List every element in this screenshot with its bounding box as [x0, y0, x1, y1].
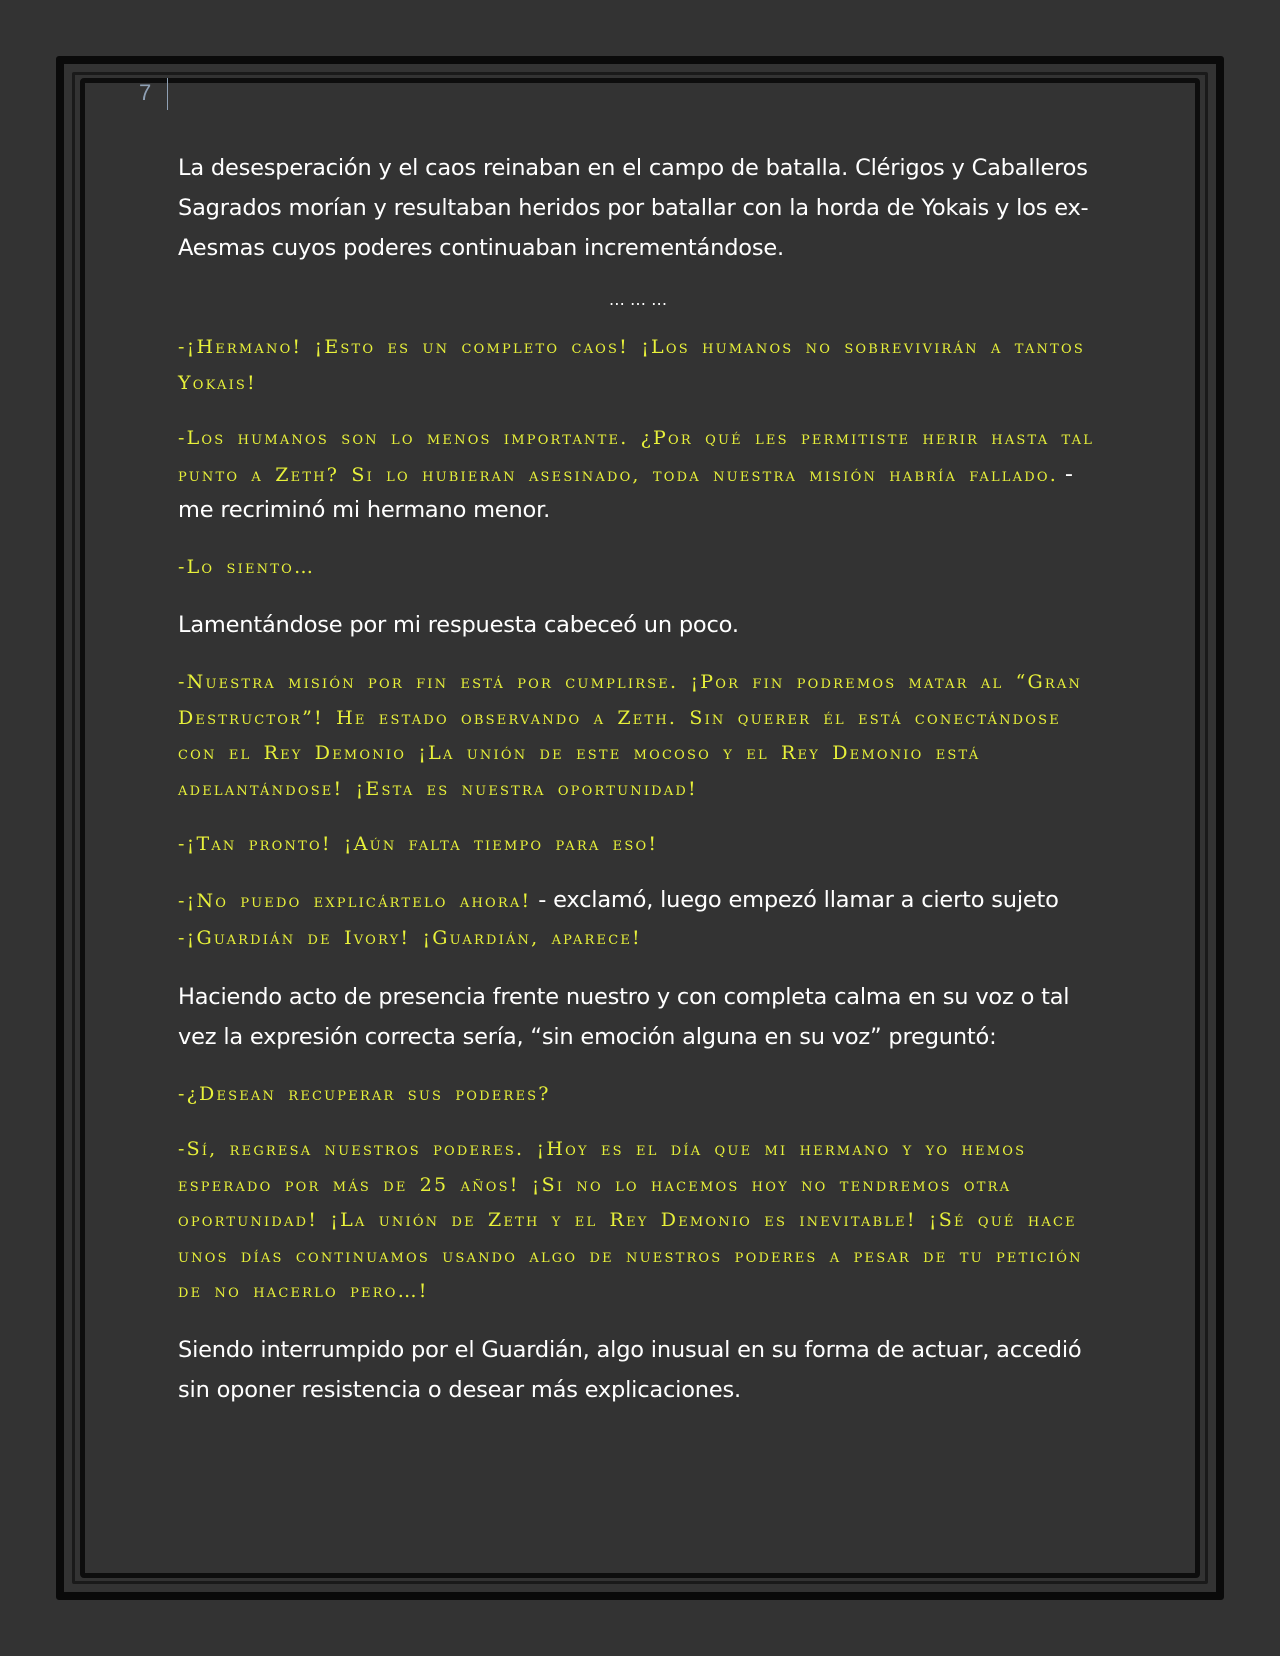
- page-body: [178, 148, 1108, 1430]
- dialogue-line-7: -¡Guardián de Ivory! ¡Guardián, aparece!: [178, 927, 642, 949]
- dialogue-line-5: -¡Tan pronto! ¡Aún falta tiempo para eso!: [178, 833, 659, 855]
- dialogue-line-8: -¿Desean recuperar sus poderes?: [178, 1082, 551, 1105]
- dialogue-line-1: -¡Hermano! ¡Esto es un completo caos! ¡Los humanos no sobrevivirán a tantos Yokais!: [178, 336, 1085, 394]
- scene-separator: … … …: [608, 290, 668, 309]
- dialogue-line-2-attribution: - me recriminó mi hermano menor.: [178, 460, 1073, 523]
- narration-paragraph-4: Siendo interrumpido por el Guardián, algo inusual en su forma de actuar, accedió sin oponer resistencia o desear más explicaciones.: [178, 1336, 1082, 1403]
- dialogue-line-2: [178, 421, 1108, 530]
- page-number: 7: [139, 78, 161, 108]
- narration-paragraph-2: Lamentándose por mi respuesta cabeceó un poco.: [178, 612, 739, 638]
- dialogue-line-6-attribution: - exclamó, luego empezó llamar a cierto sujeto: [531, 886, 1059, 913]
- dialogue-line-6: [178, 883, 1108, 920]
- narration-paragraph-3: Haciendo acto de presencia frente nuestro y con completa calma en su voz o tal vez la expresión correcta sería, “sin emoción alguna en su voz” preguntó:: [178, 983, 1070, 1050]
- dialogue-line-2-speech: -Los humanos son lo menos importante. ¿Por qué les permitiste herir hasta tal punto a Zeth? Si lo hubieran asesinado, toda nuestra misión habría fallado.: [178, 427, 1095, 486]
- dialogue-line-3: -Lo siento…: [178, 555, 316, 578]
- dialogue-line-4: -Nuestra misión por fin está por cumplirse. ¡Por fin podremos matar al “Gran Destructor”! He estado observando a Zeth. Sin querer él está conectándose con el Rey Demonio ¡La unión de este mocoso y el Rey Demonio está adelantándose! ¡Esta es nuestra oportunidad!: [178, 671, 1083, 800]
- dialogue-line-9: -Sí, regresa nuestros poderes. ¡Hoy es el día que mi hermano y yo hemos esperado por más de 25 años! ¡Si no lo hacemos hoy no tendremos otra oportunidad! ¡La unión de Zeth y el Rey Demonio es inevitable! ¡Sé qué hace unos días continuamos usando algo de nuestros poderes a pesar de tu petición de no hacerlo pero…!: [178, 1138, 1083, 1302]
- narration-paragraph-1: La desesperación y el caos reinaban en el campo de batalla. Clérigos y Caballeros Sagrados morían y resultaban heridos por batallar con la horda de Yokais y los ex-Aesmas cuyos poderes continuaban incrementándose.: [178, 155, 1089, 261]
- dialogue-line-6-speech: -¡No puedo explicártelo ahora!: [178, 889, 532, 912]
